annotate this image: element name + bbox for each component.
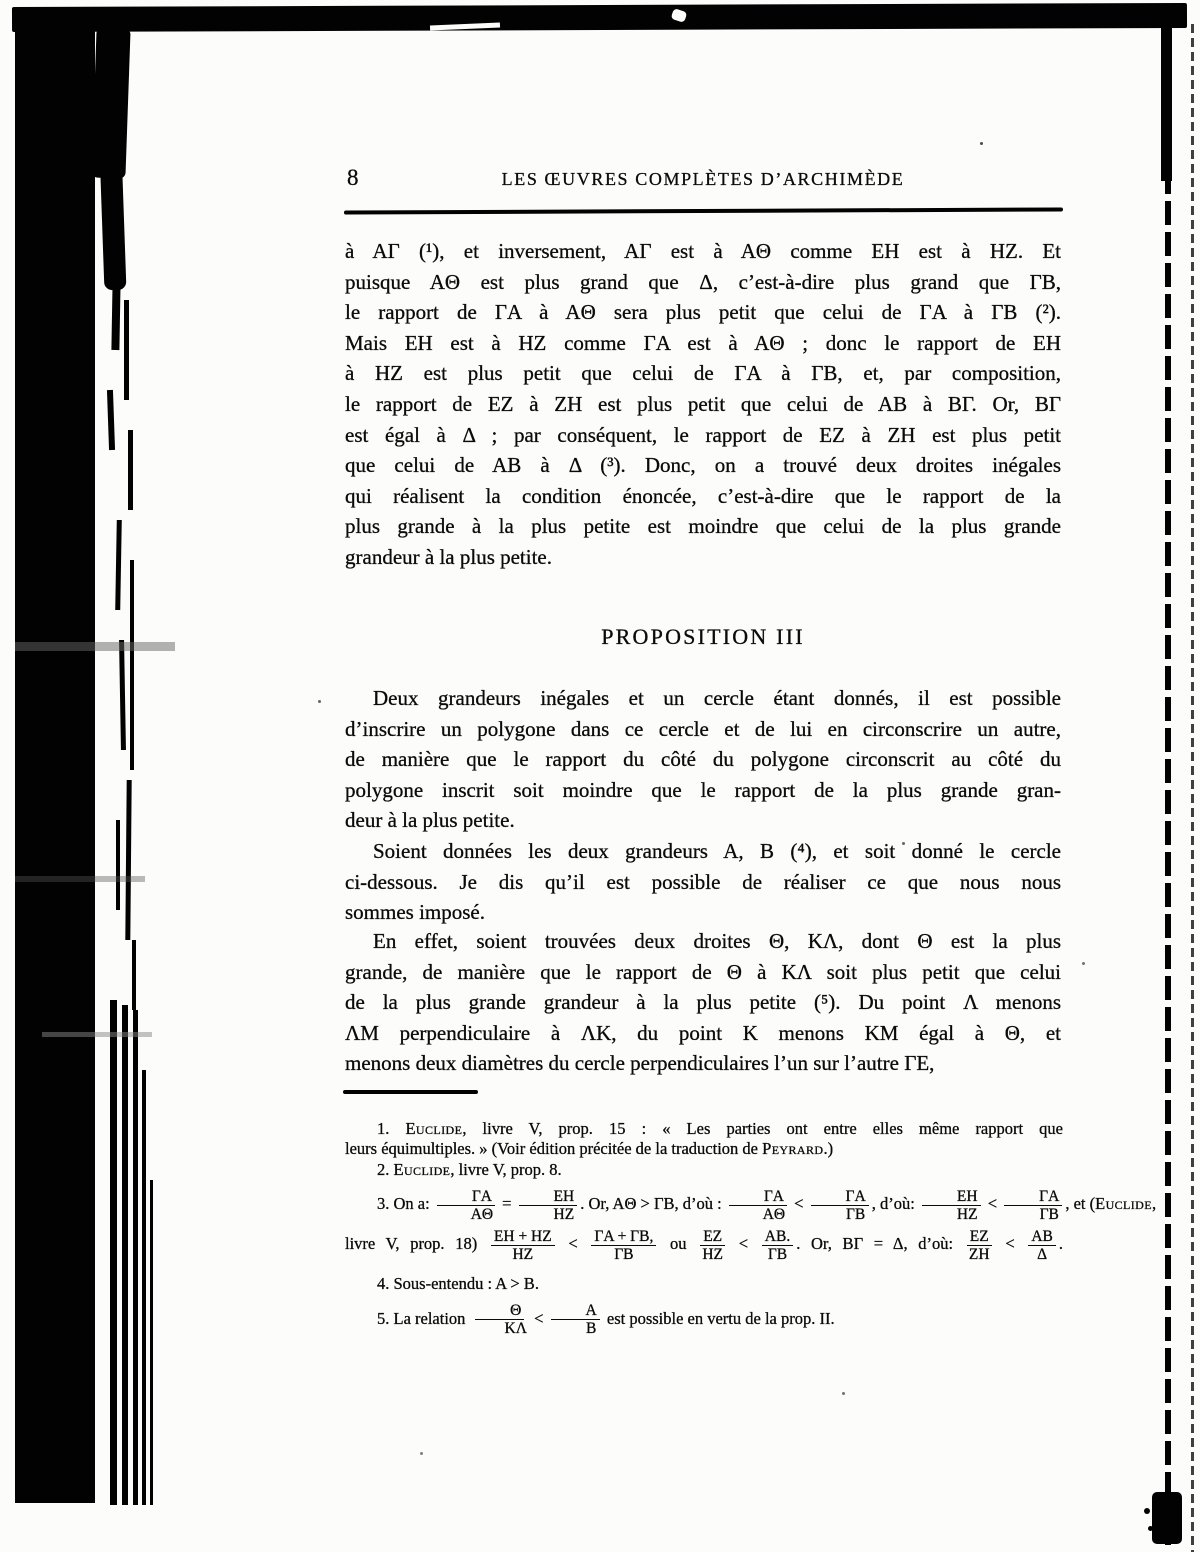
fraction: $\frac{AB}{\Delta}$: [1028, 1228, 1056, 1264]
footnote-rule: [343, 1090, 478, 1094]
running-title: LES ŒUVRES COMPLÈTES D’ARCHIMÈDE: [501, 169, 905, 189]
text-line: le rapport de EZ à ZH est plus petit que celui de AB à BΓ. Or, BΓ: [345, 391, 1061, 416]
binding-streak: [142, 1070, 146, 1505]
fraction: $\frac{EH}{HZ}$: [519, 1188, 578, 1224]
right-fold-line: [1165, 170, 1171, 1545]
text-line: à HZ est plus petit que celui de ΓA à ΓB, et, par composition,: [345, 361, 1061, 386]
scan-speck: [980, 142, 983, 145]
binding-streak: [133, 1010, 138, 1505]
header-rule: [344, 207, 1063, 214]
paragraph: [345, 926, 1061, 1079]
binding-streak: [125, 780, 131, 940]
binding-streak: [110, 1000, 117, 1505]
text-line: grandeur à la plus petite.: [345, 544, 553, 569]
footnotes: [345, 1119, 1157, 1339]
page-number: 8: [347, 165, 359, 190]
paragraph: [345, 236, 1061, 573]
small-caps-name: Peyrard: [762, 1139, 824, 1159]
binding-streak: [124, 300, 129, 400]
page-header: [345, 163, 1061, 195]
fraction: $\frac{\Gamma A}{\Gamma B}$: [1004, 1188, 1062, 1224]
footnote-line: 2. Euclide, livre V, prop. 8.: [377, 1159, 562, 1179]
binding-streak: [128, 430, 133, 510]
fraction: $\frac{\Gamma A}{\Gamma B}$: [811, 1188, 869, 1224]
scan-speck: [1148, 1526, 1153, 1531]
scan-speck: [842, 1392, 845, 1395]
footnote-line: 1. Euclide, livre V, prop. 15 : « Les parties ont entre elles même rapport que: [377, 1119, 1063, 1138]
fraction: $\frac{EZ}{HZ}$: [700, 1228, 725, 1264]
fraction: $\frac{\Gamma A + \Gamma B,}{\Gamma B}$: [591, 1228, 656, 1264]
text-line: grande, de manière que le rapport de Θ à KΛ soit plus petit que celui: [345, 959, 1061, 984]
text-line: ci-dessous. Je dis qu’il est possible de réaliser ce que nous nous: [345, 869, 1061, 894]
scan-smudge: [15, 876, 145, 882]
fraction: $\frac{AB.}{\Gamma B}$: [762, 1228, 793, 1264]
scan-smudge: [42, 1032, 152, 1037]
binding-streak: [122, 1005, 128, 1505]
page-edge-line: [1191, 24, 1194, 1552]
text-line: à AΓ (¹), et inversement, AΓ est à AΘ comme EH est à HZ. Et: [345, 239, 1061, 263]
text-line: Soient données les deux grandeurs A, B (⁴), et soit donné le cercle: [373, 839, 1061, 863]
binding-streak: [150, 1180, 153, 1505]
small-caps-name: Euclide: [393, 1159, 451, 1179]
text-line: deur à la plus petite.: [345, 808, 515, 833]
binding-streak: [119, 640, 126, 750]
footnote-line: 5. La relation $\frac{\Theta}{K\Lambda}$ < $\frac{A}{B}$ est possible en vertu de la prop. II.: [377, 1301, 835, 1338]
text-line: menons deux diamètres du cercle perpendiculaires l’un sur l’autre ΓE,: [345, 1051, 935, 1076]
text-line: polygone inscrit soit moindre que le rapport de la plus grande gran-: [345, 777, 1061, 802]
text-line: sommes imposé.: [345, 900, 485, 925]
text-line: est égal à Δ ; par conséquent, le rapport de EZ à ZH est plus petit: [345, 422, 1061, 447]
fraction: $\frac{EH}{HZ}$: [922, 1188, 981, 1224]
paragraph: [345, 836, 1061, 928]
text-line: Mais EH est à HZ comme ΓA est à AΘ ; donc le rapport de EH: [345, 330, 1061, 355]
fraction: $\frac{EH + HZ}{HZ}$: [491, 1228, 555, 1264]
fraction: $\frac{\Gamma A}{A\Theta}$: [729, 1188, 787, 1224]
scan-speck: [420, 1452, 423, 1455]
text-line: de la plus grande grandeur à la plus petite (⁵). Du point Λ menons: [345, 990, 1061, 1015]
binding-streak: [111, 280, 120, 350]
text-line: Deux grandeurs inégales et un cercle étant donnés, il est possible: [373, 686, 1061, 710]
fraction: $\frac{EZ}{ZH}$: [967, 1228, 992, 1264]
text-line: plus grande à la plus petite est moindre que celui de la plus grande: [345, 514, 1061, 539]
binding-streak: [115, 520, 122, 610]
paragraph: [345, 683, 1061, 836]
small-caps-name: Euclide: [1095, 1194, 1152, 1214]
fraction: $\frac{\Gamma A}{A\Theta}$: [437, 1188, 495, 1224]
right-fold-line-top: [1161, 26, 1172, 181]
text-line: ΛM perpendiculaire à ΛK, du point K menons KM égal à Θ, et: [345, 1020, 1061, 1045]
binding-streak: [116, 820, 120, 910]
scan-speck: [1144, 1508, 1150, 1514]
footnote-line: livre V, prop. 18) $\frac{EH + HZ}{HZ}$ < $\frac{\Gamma A + \Gamma B,}{\Gamma B}$ ou $\frac{EZ}{HZ}$ < $\frac{AB.}{\Gamma B}$ . Or, BΓ = Δ, d’où: $\frac{EZ}{ZH}$ < $\frac{AB}{\Delta}$ .: [345, 1227, 1064, 1263]
footnote-line: leurs équimultiples. » (Voir édition précitée de la traduction de Peyrard.): [345, 1139, 834, 1159]
binding-black-band: [15, 11, 95, 1503]
text-line: En effet, soient trouvées deux droites Θ, KΛ, dont Θ est la plus: [373, 929, 1061, 953]
fraction: $\frac{A}{B}$: [551, 1302, 600, 1338]
top-scan-bar: [12, 3, 1187, 32]
footnote-line: 4. Sous-entendu : A > B.: [377, 1274, 539, 1294]
binding-streak: [132, 940, 136, 1010]
binding-streak: [107, 390, 115, 450]
text-line: le rapport de ΓA à AΘ sera plus petit que celui de ΓA à ΓB (²).: [345, 300, 1061, 325]
text-line: de manière que le rapport du côté du polygone circonscrit au côté du: [345, 747, 1061, 772]
right-fold-blob: [1152, 1492, 1182, 1544]
scan-speck: [1082, 962, 1085, 965]
scan-smudge: [15, 642, 175, 651]
small-caps-name: Euclide: [405, 1119, 463, 1138]
text-line: qui réalisent la condition énoncée, c’est-à-dire que le rapport de la: [345, 483, 1061, 508]
text-line: puisque AΘ est plus grand que Δ, c’est-à-dire plus grand que ΓB,: [345, 269, 1061, 294]
proposition-heading: PROPOSITION III: [601, 624, 805, 649]
footnote-line: 3. On a: $\frac{\Gamma A}{A\Theta}$ = $\frac{EH}{HZ}$ . Or, AΘ > ΓB, d’où : $\frac{\Gamma A}{A\Theta}$ < $\frac{\Gamma A}{\Gamma B}$ , d’où: $\frac{EH}{HZ}$ < $\frac{\Gamma A}{\Gamma B}$ , et (Euclide,: [377, 1187, 1157, 1223]
text-line: d’inscrire un polygone dans ce cercle et de lui en circonscrire un autre,: [345, 716, 1061, 741]
fraction: $\frac{\Theta}{K\Lambda}$: [473, 1302, 527, 1338]
scan-speck: [318, 700, 321, 703]
binding-streak: [130, 560, 134, 770]
text-line: que celui de AB à Δ (³). Donc, on a trouvé deux droites inégales: [345, 453, 1061, 478]
